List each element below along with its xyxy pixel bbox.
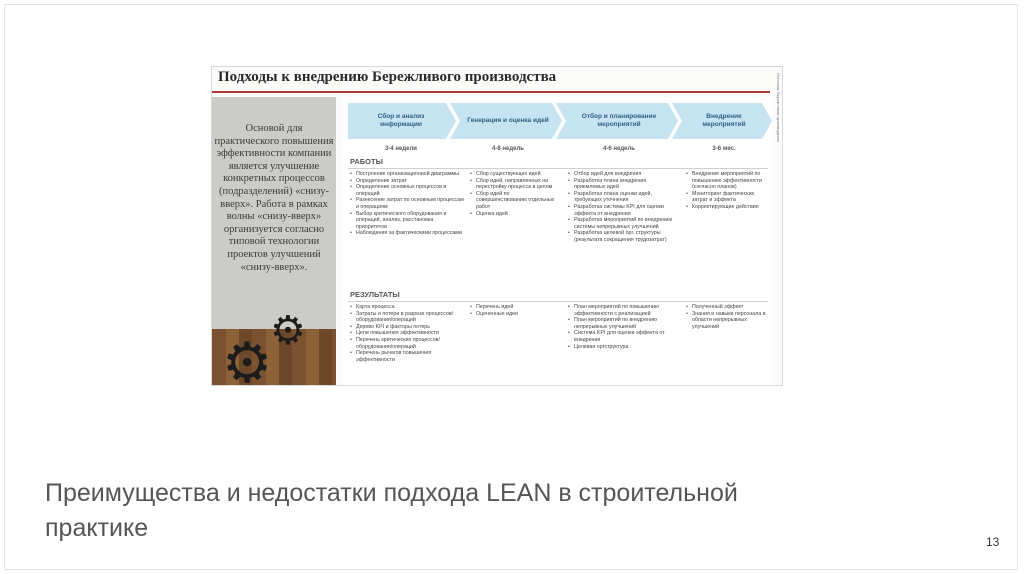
stage-duration-4: 3-6 мес. <box>712 146 736 152</box>
title-divider <box>212 91 770 93</box>
list-item: • Определение основных процессов и операций <box>350 184 464 197</box>
gear-icon: ⚙ <box>222 331 273 386</box>
list-item: • Разработка целевой орг. структуры (результата сокращения трудозатрат) <box>568 230 678 243</box>
stage-label-4: Внедрение мероприятий <box>702 113 746 128</box>
gear-icon: ⚙ <box>270 309 306 353</box>
results-column-4 <box>686 304 768 330</box>
results-column-1 <box>350 304 464 363</box>
list-item: • Перечень идей <box>470 304 560 311</box>
list-item: • Разработка плана оценки идей, требующих уточнения <box>568 191 678 204</box>
works-column-1 <box>350 171 464 237</box>
embedded-image <box>211 66 783 386</box>
list-item: • Полученный эффект <box>686 304 768 311</box>
list-item: • Разработка системы KPI для оценки эффекта от внедрения <box>568 204 678 217</box>
left-panel-text: Основой для практического повышения эффективности компании является улучшение конкретных процессов (подразделений) «снизу-вверх». Работа в рамках волны «снизу-вверх» организуется согласно типовой технологии проектов улучшений «снизу-вверх». <box>214 123 334 273</box>
list-item: • План мероприятий по повышению эффективности с реализацией <box>568 304 678 317</box>
works-column-3 <box>568 171 678 244</box>
list-item: • Внедрение мероприятий по повышению эффективности (согласно планов) <box>686 171 768 191</box>
stage-duration-2: 4-8 недель <box>492 146 524 152</box>
side-credit: Источник: Бережливое производство <box>776 73 781 142</box>
list-item: • Карта процесса <box>350 304 464 311</box>
list-item: • Разработка плана внедрения приемлемых идей <box>568 178 678 191</box>
divider <box>348 301 768 302</box>
list-item: • Определение затрат <box>350 178 464 185</box>
left-panel <box>212 97 336 386</box>
list-item: • Сбор идей, направленных на перестройку процесса в целом <box>470 178 560 191</box>
works-column-2 <box>470 171 560 217</box>
list-item: • Система KPI для оценки эффекта от внедрения <box>568 330 678 343</box>
list-item: • Корректирующие действия <box>686 204 768 211</box>
works-column-4 <box>686 171 768 211</box>
page-number: 13 <box>986 535 1000 549</box>
results-label: РЕЗУЛЬТАТЫ <box>350 290 400 299</box>
list-item: • Оценка идей <box>470 211 560 218</box>
works-label: РАБОТЫ <box>350 157 383 166</box>
list-item: • Перечень рычагов повышения эффективности <box>350 350 464 363</box>
stage-label-2: Генерация и оценка идей <box>467 117 549 124</box>
process-table <box>342 97 772 386</box>
list-item: • Построение организационной диаграммы <box>350 171 464 178</box>
list-item: • Отбор идей для внедрения <box>568 171 678 178</box>
stage-duration-3: 4-6 недель <box>603 146 635 152</box>
results-column-3 <box>568 304 678 350</box>
stage-label-1: Сбор и анализ информации <box>377 113 425 128</box>
slide-caption: Преимущества и недостатки подхода LEAN в строительной практике <box>45 479 738 542</box>
list-item: • Перечень критических процессов/оборудования/операций <box>350 337 464 350</box>
list-item: • Выбор критического оборудования и операций, анализ, расстановка приоритетов <box>350 211 464 231</box>
list-item: • Разработка мероприятий по внедрению системы непрерывных улучшений <box>568 217 678 230</box>
list-item: • Наблюдения за фактическими процессами <box>350 230 464 237</box>
results-column-2 <box>470 304 560 317</box>
image-title: Подходы к внедрению Бережливого производства <box>218 69 557 85</box>
list-item: • Целевая оргструктура <box>568 344 678 351</box>
list-item: • Разнесение затрат по основным процессам и операциям <box>350 197 464 210</box>
list-item: • План мероприятий по внедрению непрерывных улучшений <box>568 317 678 330</box>
stage-duration-1: 3-4 недели <box>385 146 417 152</box>
list-item: • Сбор идей по совершенствованию отдельных работ <box>470 191 560 211</box>
list-item: • Цели повышения эффективности <box>350 330 464 337</box>
divider <box>348 168 768 169</box>
list-item: • Знания и навыки персонала в области непрерывных улучшений <box>686 311 768 331</box>
list-item: • Оцененные идеи <box>470 311 560 318</box>
list-item: • Мониторинг фактических затрат и эффекта <box>686 191 768 204</box>
list-item: • Затраты и потери в разрезе процессов/оборудования/операций <box>350 311 464 324</box>
list-item: • Дерево KPI и факторы потерь <box>350 324 464 331</box>
stage-label-3: Отбор и планирование мероприятий <box>581 113 657 128</box>
list-item: • Сбор существующих идей <box>470 171 560 178</box>
